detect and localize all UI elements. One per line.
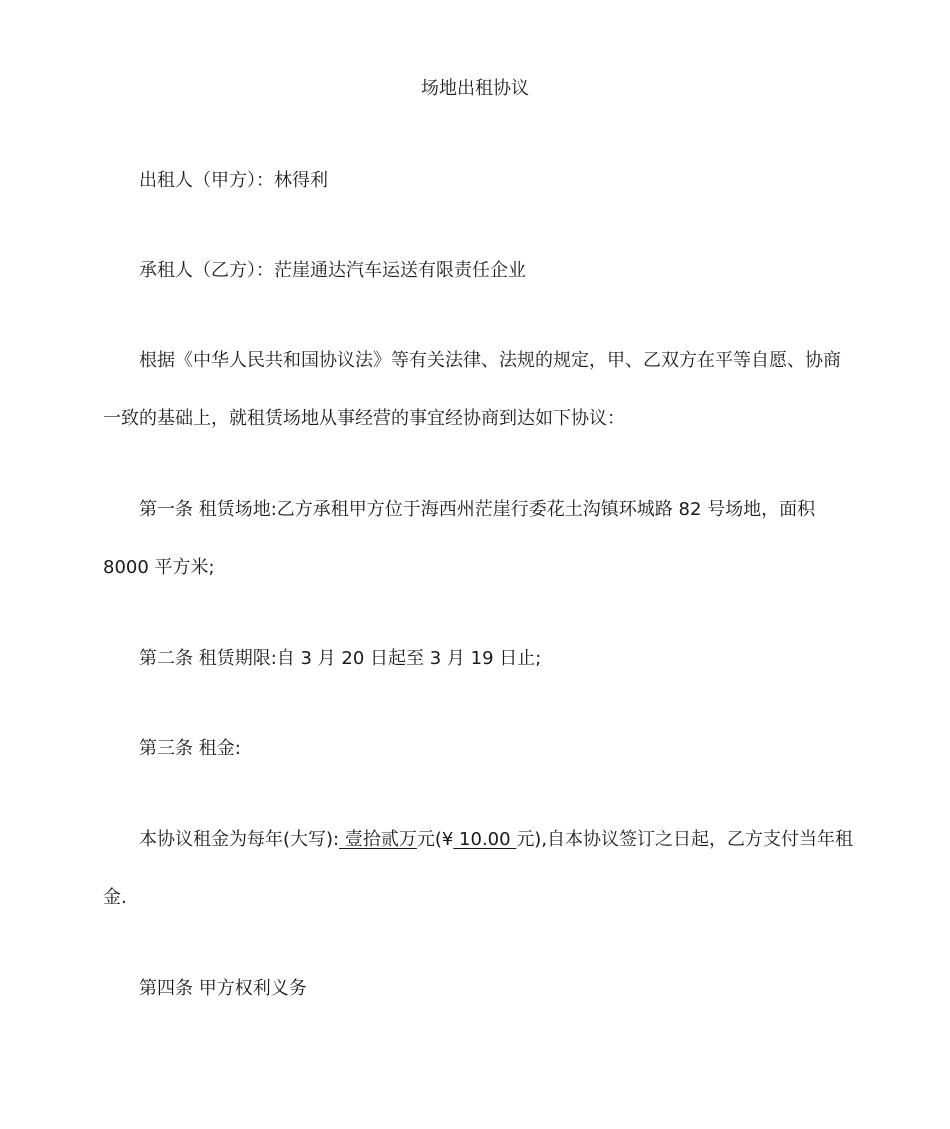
article4-heading: 第四条 甲方权利义务 — [139, 978, 307, 999]
lessor-line: 出租人（甲方）：林得利 — [139, 170, 328, 191]
article1-line-1: 第一条 租赁场地:乙方承租甲方位于海西州茫崖行委花土沟镇环城路 82 号场地，面积 — [139, 499, 816, 520]
preamble-line-1: 根据《中华人民共和国协议法》等有关法律、法规的规定，甲、乙双方在平等自愿、协商 — [139, 350, 841, 371]
rent-suffix: 元),自本协议签订之日起，乙方支付当年租 — [516, 829, 854, 850]
rent-amount-words: 壹拾贰万 — [339, 829, 417, 850]
article2-line: 第二条 租赁期限:自 3 月 20 日起至 3 月 19 日止; — [139, 648, 542, 669]
rent-mid: 元(¥ — [416, 829, 454, 850]
lessee-line: 承租人（乙方）：茫崖通达汽车运送有限责任企业 — [139, 260, 526, 281]
rent-prefix: 本协议租金为每年(大写): — [139, 829, 340, 850]
rent-line-2: 金. — [103, 887, 127, 908]
article1-line-2: 8000 平方米; — [103, 557, 215, 578]
preamble-line-2: 一致的基础上，就租赁场地从事经营的事宜经协商到达如下协议： — [103, 408, 625, 429]
article3-heading: 第三条 租金: — [139, 738, 241, 759]
rent-line-1 — [139, 828, 853, 852]
document-title: 场地出租协议 — [421, 78, 529, 99]
rent-amount-number: 10.00 — [453, 829, 517, 850]
